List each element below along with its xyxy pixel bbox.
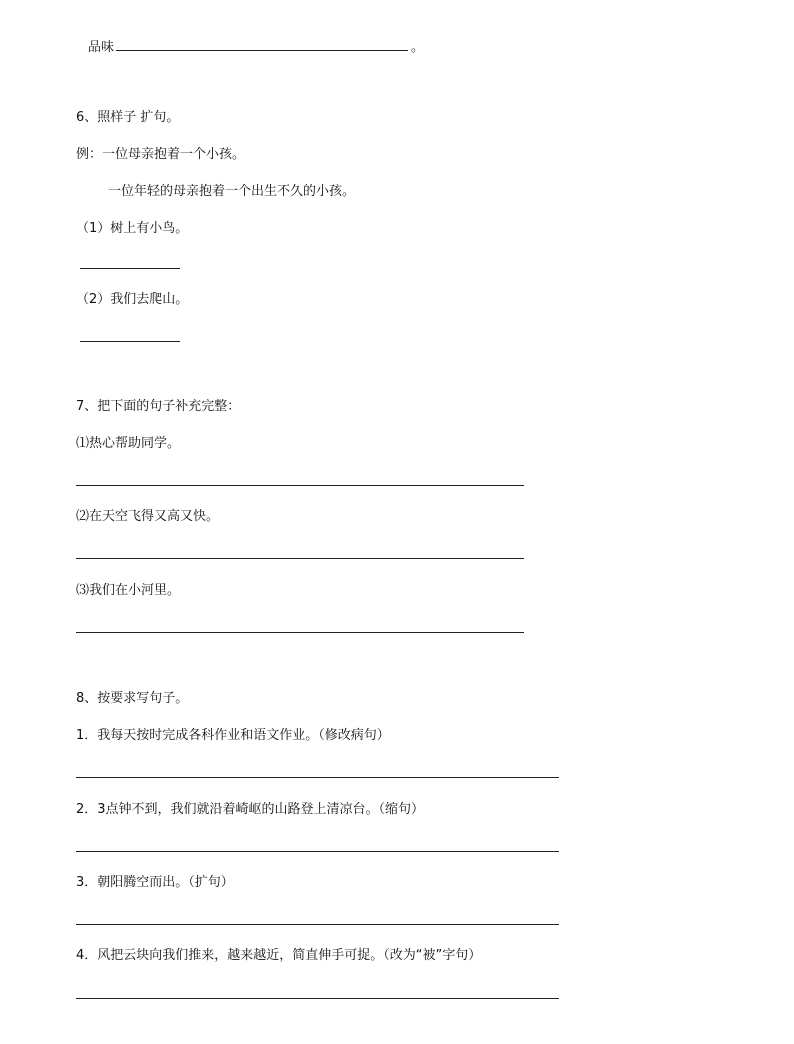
q5-end-mark: 。 [411, 40, 425, 55]
q6-answer-line-1[interactable] [80, 268, 180, 269]
q5-pinwei-row [88, 38, 424, 56]
q8-answer-line-3[interactable] [76, 924, 559, 925]
q7-answer-line-3[interactable] [76, 632, 524, 633]
q8-item-3: 3．朝阳腾空而出。（扩句） [76, 875, 234, 890]
q7-item-2: ⑵在天空飞得又高又快。 [76, 509, 220, 524]
q7-title: 7、把下面的句子补充完整： [76, 399, 241, 414]
q8-title: 8、按要求写句子。 [76, 691, 189, 706]
q7-item-1: ⑴热心帮助同学。 [76, 436, 181, 451]
q7-item-3: ⑶我们在小河里。 [76, 583, 181, 598]
q6-answer-line-2[interactable] [80, 341, 180, 342]
q8-item-1: 1．我每天按时完成各科作业和语文作业。（修改病句） [76, 728, 390, 743]
q8-answer-line-2[interactable] [76, 851, 559, 852]
q5-pinwei-label: 品味 [88, 40, 115, 55]
q6-example-label: 例：一位母亲抱着一个小孩。 [76, 147, 246, 162]
q5-answer-line[interactable] [116, 38, 408, 51]
q6-example-expanded: 一位年轻的母亲抱着一个出生不久的小孩。 [108, 184, 356, 199]
q8-item-4: 4．风把云块向我们推来，越来越近，简直伸手可捉。（改为“被”字句） [76, 948, 482, 963]
q6-title: 6、照样子 扩句。 [76, 110, 180, 125]
q7-answer-line-1[interactable] [76, 485, 524, 486]
q6-item-2: （2）我们去爬山。 [76, 292, 189, 307]
q8-answer-line-4[interactable] [76, 998, 559, 999]
q8-answer-line-1[interactable] [76, 777, 559, 778]
q8-item-2: 2．3点钟不到，我们就沿着崎岖的山路登上清凉台。（缩句） [76, 802, 425, 817]
q7-answer-line-2[interactable] [76, 558, 524, 559]
q6-item-1: （1）树上有小鸟。 [76, 221, 189, 236]
